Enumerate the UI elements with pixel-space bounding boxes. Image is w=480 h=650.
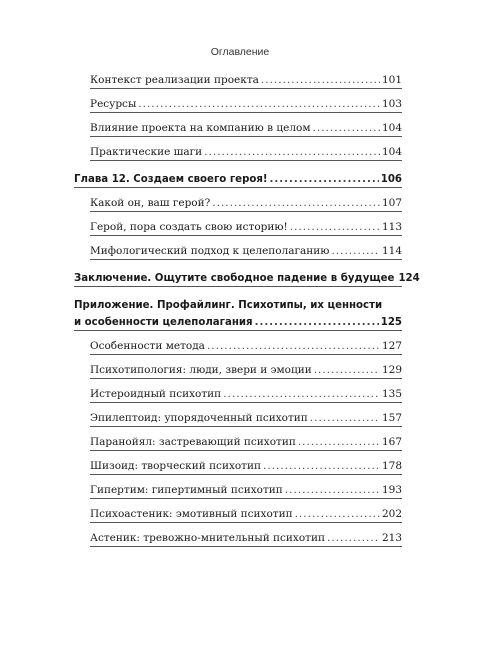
- toc-entry: [74, 98, 402, 111]
- dot-leader: [327, 532, 380, 545]
- dot-leader: [204, 146, 380, 159]
- toc-entry: [74, 197, 402, 210]
- toc-entry-page: 107: [381, 197, 402, 209]
- dot-leader: [285, 484, 380, 497]
- toc-entry-label: Мифологический подход к целеполаганию: [90, 245, 330, 257]
- dot-leader: [255, 316, 379, 329]
- toc-entry-label: Какой он, ваш герой?: [90, 197, 211, 209]
- toc-chapter-entry: [74, 316, 402, 329]
- dot-leader: [138, 98, 380, 111]
- underline: [90, 378, 402, 379]
- toc-entry-page: 113: [381, 221, 402, 233]
- toc-entry: [74, 340, 402, 353]
- underline: [90, 450, 402, 451]
- underline: [90, 426, 402, 427]
- toc-entry: [74, 532, 402, 545]
- toc-entry: [74, 146, 402, 159]
- toc-entry-page: 157: [381, 412, 402, 424]
- underline: [90, 211, 402, 212]
- toc-entry-label: Ресурсы: [90, 98, 137, 110]
- toc-entry: [74, 74, 402, 87]
- underline: [90, 259, 402, 260]
- toc-entry: [74, 245, 402, 258]
- underline: [90, 112, 402, 113]
- toc-entry-label: Шизоид: творческий психотип: [90, 460, 261, 472]
- dot-leader: [290, 221, 380, 234]
- page-header: Оглавление: [210, 46, 270, 58]
- toc-entry-page: 103: [381, 98, 402, 110]
- toc-entry-label: Психоастеник: эмотивный психотип: [90, 508, 293, 520]
- underline: [90, 354, 402, 355]
- toc-chapter-page: 125: [380, 317, 402, 328]
- dot-leader: [310, 412, 380, 425]
- toc-entry: [74, 508, 402, 521]
- toc-entry-label: Контекст реализации проекта: [90, 74, 259, 86]
- toc-entry: [74, 460, 402, 473]
- toc-entry: [74, 388, 402, 401]
- toc-entry-page: 127: [381, 340, 402, 352]
- underline: [90, 235, 402, 236]
- underline: [90, 88, 402, 89]
- toc-entry: [74, 484, 402, 497]
- toc-entry-label: Герой, пора создать свою историю!: [90, 221, 288, 233]
- underline: [90, 160, 402, 161]
- toc-entry-page: 129: [381, 364, 402, 376]
- toc-entry-label: Истероидный психотип: [90, 388, 222, 400]
- toc-chapter-label: Заключение. Ощутите свободное падение в будущее: [74, 273, 395, 284]
- toc-entry-page: 104: [381, 146, 402, 158]
- toc-chapter-entry: [74, 272, 420, 285]
- toc-chapter-entry: [74, 173, 402, 186]
- toc-entry-label: Практические шаги: [90, 146, 203, 158]
- underline: [74, 187, 402, 188]
- toc-entry: [74, 364, 402, 377]
- toc-entry-page: 135: [381, 388, 402, 400]
- toc-entry-label: Психотипология: люди, звери и эмоции: [90, 364, 312, 376]
- toc-entry-page: 104: [381, 122, 402, 134]
- table-of-contents: [74, 74, 420, 547]
- toc-entry-page: 202: [381, 508, 402, 520]
- dot-leader: [207, 340, 380, 353]
- toc-chapter-page: 106: [380, 174, 402, 185]
- toc-entry: [74, 436, 402, 449]
- toc-entry-page: 193: [381, 484, 402, 496]
- toc-entry: [74, 221, 402, 234]
- dot-leader: [313, 122, 380, 135]
- toc-entry-page: 178: [381, 460, 402, 472]
- toc-entry-page: 167: [381, 436, 402, 448]
- toc-entry-page: 101: [381, 74, 402, 86]
- toc-entry: [74, 122, 402, 135]
- underline: [74, 286, 402, 287]
- toc-entry-label: Влияние проекта на компанию в целом: [90, 122, 311, 134]
- underline: [90, 474, 402, 475]
- toc-entry-label: Астеник: тревожно-мнительный психотип: [90, 532, 325, 544]
- dot-leader: [212, 197, 380, 210]
- toc-chapter-page: 124: [398, 273, 420, 284]
- toc-chapter-label-line1: Приложение. Профайлинг. Психотипы, их ценности: [74, 300, 383, 311]
- dot-leader: [295, 508, 380, 521]
- toc-entry: [74, 412, 402, 425]
- underline: [90, 546, 402, 547]
- dot-leader: [263, 460, 380, 473]
- underline: [74, 330, 402, 331]
- underline: [90, 402, 402, 403]
- toc-entry-page: 114: [381, 245, 402, 257]
- dot-leader: [261, 74, 380, 87]
- underline: [90, 136, 402, 137]
- underline: [90, 522, 402, 523]
- dot-leader: [298, 436, 380, 449]
- toc-entry-page: 213: [381, 532, 402, 544]
- toc-entry-label: Паранойял: застревающий психотип: [90, 436, 296, 448]
- dot-leader: [223, 388, 380, 401]
- underline: [90, 498, 402, 499]
- toc-entry-label: Эпилептоид: упорядоченный психотип: [90, 412, 308, 424]
- dot-leader: [314, 364, 380, 377]
- toc-chapter-label: и особенности целеполагания: [74, 317, 253, 328]
- toc-entry-label: Особенности метода: [90, 340, 205, 352]
- toc-chapter-label: Глава 12. Создаем своего героя!: [74, 174, 268, 185]
- dot-leader: [331, 245, 380, 258]
- dot-leader: [270, 173, 379, 186]
- toc-entry-label: Гипертим: гипертимный психотип: [90, 484, 283, 496]
